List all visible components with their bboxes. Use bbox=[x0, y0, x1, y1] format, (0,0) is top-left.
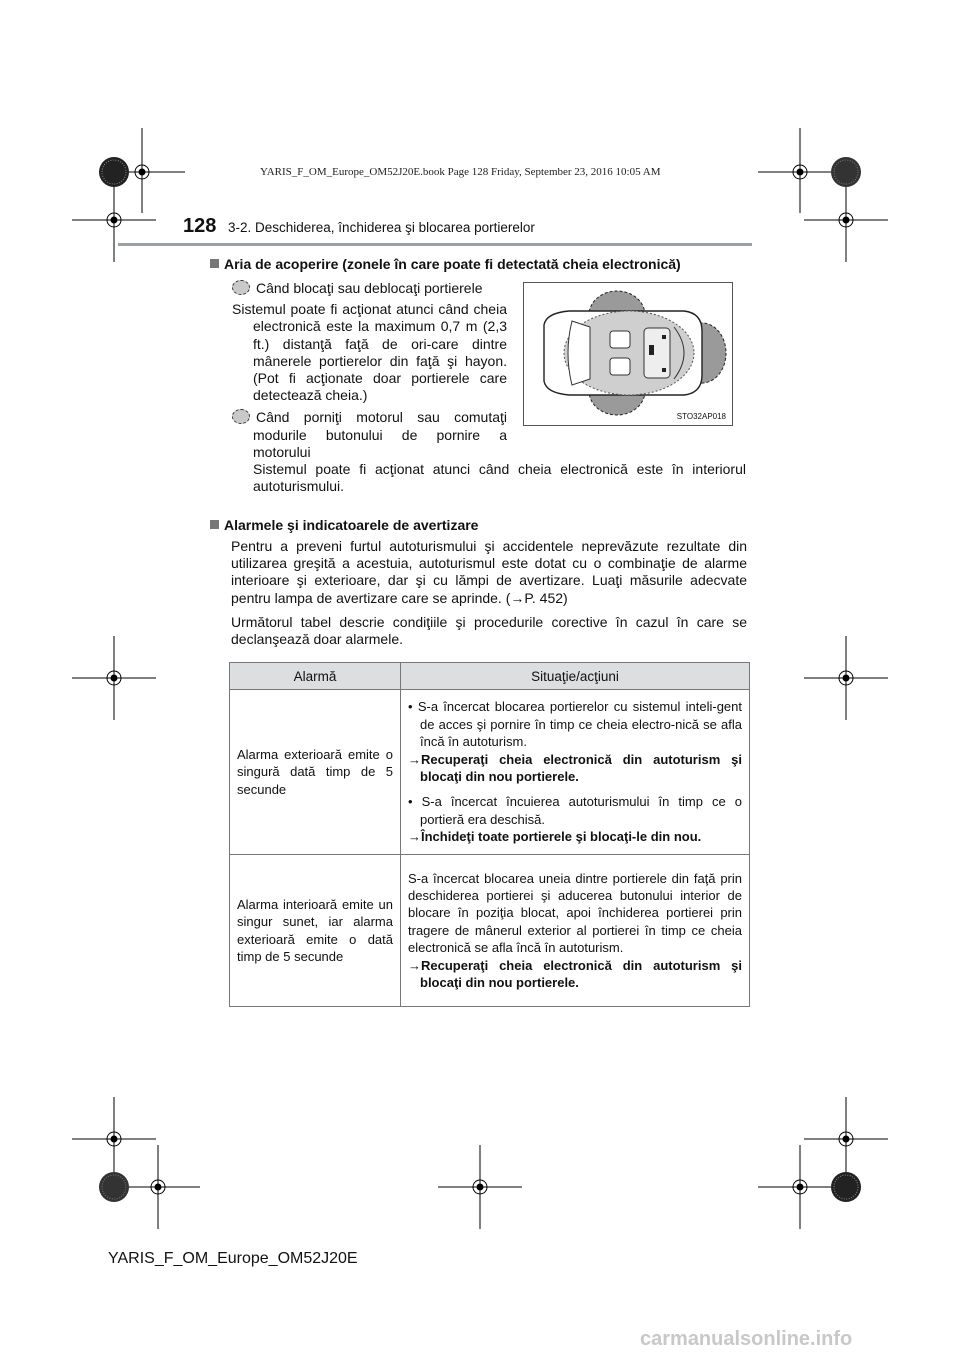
page-number: 128 bbox=[183, 215, 217, 237]
situation-bullet: • S-a încercat blocarea portierelor cu sistemul inteli-gent de acces şi pornire în timp ce cheia electro-nică se afla încă în autoturism. bbox=[408, 699, 742, 750]
watermark: carmanualsonline.info bbox=[640, 1328, 853, 1350]
book-info: YARIS_F_OM_Europe_OM52J20E.book Page 128 Friday, September 23, 2016 10:05 AM bbox=[260, 166, 661, 178]
situation-cell bbox=[401, 855, 750, 1007]
alarms-paragraph-1: Pentru a preveni furtul autoturismului şi accidentele neprevăzute rezultate din utilizarea greşită a acestuia, autoturismul este dotat cu o combinaţie de alarme interioare şi exterioare, dar şi cu lămpi de avertizare. Luaţi măsurile adecvate pentru lampa de avertizare care se aprinde. (→P. 452) bbox=[231, 538, 747, 606]
alarm-cell: Alarma interioară emite un singur sunet, iar alarma exterioară emite o dată timp de 5 secunde bbox=[230, 855, 401, 1007]
zone-oval-icon bbox=[232, 280, 250, 295]
coverage-item-1 bbox=[232, 280, 507, 461]
section-title-coverage: Aria de acoperire (zonele în care poate fi detectată cheia electronică) bbox=[210, 256, 681, 272]
header-rule bbox=[118, 243, 752, 246]
table-row bbox=[230, 690, 750, 855]
section-bullet-icon bbox=[210, 259, 219, 268]
corrective-action: →Recuperaţi cheia electronică din autoturism şi blocaţi din nou portierele. bbox=[408, 957, 742, 991]
interior-zone-icon bbox=[232, 409, 250, 424]
figure-code: STO32AP018 bbox=[676, 412, 726, 421]
column-header-alarm: Alarmă bbox=[230, 663, 401, 690]
column-header-situation: Situaţie/acţiuni bbox=[401, 663, 750, 690]
chapter-title: 3-2. Deschiderea, închiderea şi blocarea portierelor bbox=[228, 220, 535, 235]
item1-text: Sistemul poate fi acţionat atunci când cheia electronică este la maximum 0,7 m (2,3 ft.) distanţă faţă de ori-care dintre mânerele portierelor din faţă şi hayon. (Pot fi acţionate doar portierele care detectează cheia.) bbox=[232, 301, 507, 404]
table-row bbox=[230, 855, 750, 1007]
alarms-paragraph-2: Următorul tabel descrie condiţiile şi procedurile corective în cazul în care se declanşează doar alarmele. bbox=[231, 614, 747, 648]
section-bullet-icon bbox=[210, 520, 219, 529]
item1-title: Când blocaţi sau deblocaţi portierele bbox=[256, 280, 483, 296]
item2-title: Când porniţi motorul sau comutaţi modurile butonului de pornire a motorului bbox=[253, 409, 507, 460]
car-zone-diagram bbox=[524, 283, 732, 425]
corrective-action: →Închideţi toate portierele şi blocaţi-le din nou. bbox=[408, 829, 702, 845]
situation-cell bbox=[401, 690, 750, 855]
footer-code: YARIS_F_OM_Europe_OM52J20E bbox=[108, 1250, 358, 1267]
item2-text: Sistemul poate fi acţionat atunci când cheia electronică este în interiorul autoturismului. bbox=[253, 461, 746, 495]
corrective-action: →Recuperaţi cheia electronică din autoturism şi blocaţi din nou portierele. bbox=[408, 751, 742, 784]
coverage-figure bbox=[523, 282, 733, 426]
situation-bullet: • S-a încercat încuierea autoturismului în timp ce o portieră era deschisă. bbox=[408, 794, 742, 827]
section-title-alarms: Alarmele şi indicatoarele de avertizare bbox=[210, 517, 478, 533]
table-header-row bbox=[230, 663, 750, 690]
alarms-table bbox=[229, 662, 750, 1007]
alarm-cell: Alarma exterioară emite o singură dată timp de 5 secunde bbox=[230, 690, 401, 855]
situation-text: S-a încercat blocarea uneia dintre portierele din faţă prin deschiderea portierei şi aducerea butonului interior de blocare în poziţia blocat, apoi închiderea portierei prin tragere de mânerul exterior al portierei în timp ce cheia electronică se afla încă în autoturism. bbox=[408, 870, 742, 956]
